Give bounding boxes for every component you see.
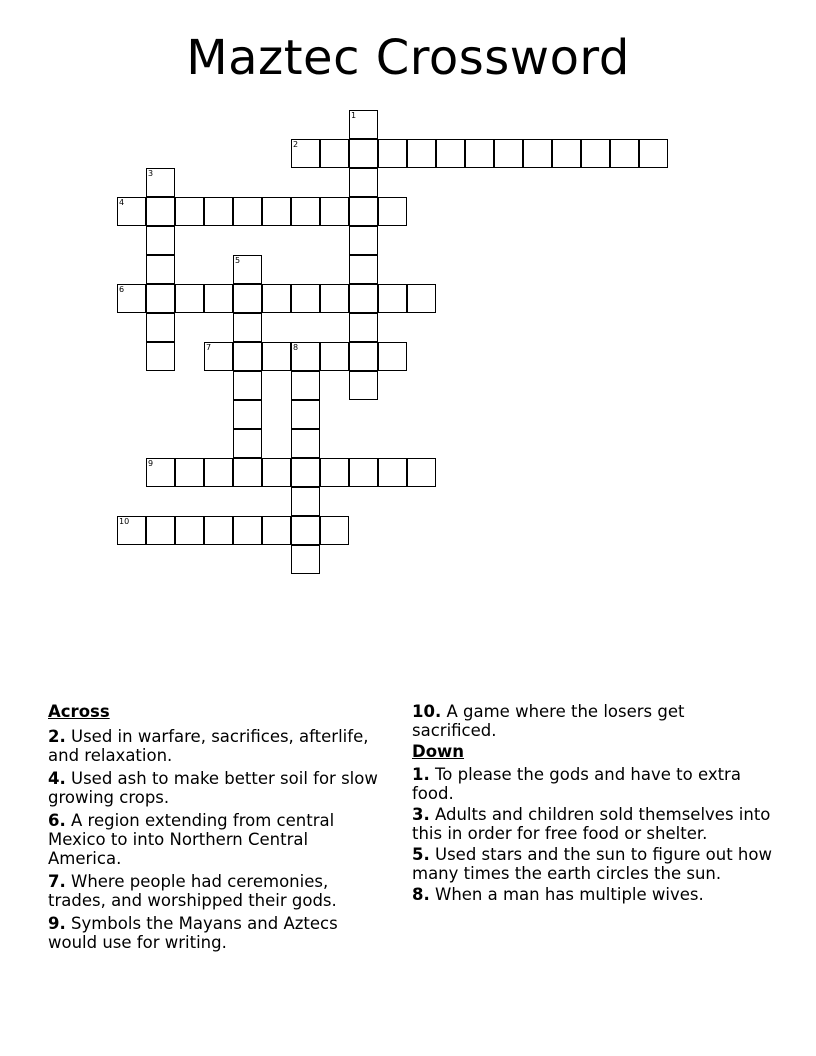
cell-number: 8	[293, 343, 299, 352]
grid-cell[interactable]	[291, 197, 320, 226]
clue-across-9	[48, 914, 378, 952]
grid-cell[interactable]	[581, 139, 610, 168]
grid-cell[interactable]	[117, 284, 146, 313]
grid-cell[interactable]	[407, 458, 436, 487]
grid-cell[interactable]	[349, 255, 378, 284]
grid-cell[interactable]	[291, 487, 320, 516]
clue-down-5	[412, 845, 772, 883]
cell-number: 6	[119, 285, 125, 294]
grid-cell[interactable]	[204, 342, 233, 371]
clue-across-2	[48, 727, 378, 765]
grid-cell[interactable]	[291, 545, 320, 574]
clue-number: 1.	[412, 765, 430, 784]
cell-number: 2	[293, 140, 299, 149]
clues-column-right	[412, 702, 772, 906]
grid-cell[interactable]	[146, 226, 175, 255]
grid-cell[interactable]	[291, 516, 320, 545]
grid-cell[interactable]	[204, 197, 233, 226]
cell-number: 4	[119, 198, 125, 207]
grid-cell[interactable]	[146, 313, 175, 342]
grid-cell[interactable]	[146, 168, 175, 197]
grid-cell[interactable]	[146, 458, 175, 487]
grid-cell[interactable]	[291, 139, 320, 168]
grid-cell[interactable]	[204, 458, 233, 487]
clue-text: A region extending from central Mexico to into Northern Central America.	[48, 811, 335, 868]
grid-cell[interactable]	[320, 139, 349, 168]
clue-text: When a man has multiple wives.	[435, 885, 704, 904]
grid-cell[interactable]	[349, 197, 378, 226]
clue-number: 7.	[48, 872, 66, 891]
grid-cell[interactable]	[349, 168, 378, 197]
cell-number: 9	[148, 459, 154, 468]
grid-cell[interactable]	[407, 284, 436, 313]
clue-text: Adults and children sold themselves into this in order for free food or shelter.	[412, 805, 771, 843]
grid-cell[interactable]	[233, 255, 262, 284]
clue-number: 8.	[412, 885, 430, 904]
grid-cell[interactable]	[175, 284, 204, 313]
clue-down-8	[412, 885, 772, 904]
cell-number: 5	[235, 256, 241, 265]
clue-across-4	[48, 769, 378, 807]
grid-cell[interactable]	[436, 139, 465, 168]
down-heading: Down	[412, 742, 465, 761]
grid-cell[interactable]	[349, 139, 378, 168]
grid-cell[interactable]	[233, 342, 262, 371]
grid-cell[interactable]	[146, 516, 175, 545]
clue-text: A game where the losers get sacrificed.	[412, 702, 685, 740]
grid-cell[interactable]	[233, 371, 262, 400]
grid-cell[interactable]	[291, 284, 320, 313]
grid-cell[interactable]	[349, 110, 378, 139]
grid-cell[interactable]	[175, 458, 204, 487]
grid-cell[interactable]	[117, 197, 146, 226]
grid-cell[interactable]	[552, 139, 581, 168]
grid-cell[interactable]	[175, 197, 204, 226]
grid-cell[interactable]	[204, 284, 233, 313]
grid-cell[interactable]	[349, 284, 378, 313]
clue-text: Used in warfare, sacrifices, afterlife, and relaxation.	[48, 727, 369, 765]
grid-cell[interactable]	[233, 429, 262, 458]
grid-cell[interactable]	[349, 226, 378, 255]
clue-number: 9.	[48, 914, 66, 933]
clue-across-7	[48, 872, 378, 910]
clue-text: Used ash to make better soil for slow growing crops.	[48, 769, 378, 807]
grid-cell[interactable]	[639, 139, 668, 168]
clue-number: 2.	[48, 727, 66, 746]
page-title: Maztec Crossword	[186, 30, 630, 86]
grid-cell[interactable]	[378, 284, 407, 313]
grid-cell[interactable]	[204, 516, 233, 545]
grid-cell[interactable]	[378, 197, 407, 226]
grid-cell[interactable]	[407, 139, 436, 168]
cell-number: 10	[119, 517, 130, 526]
grid-cell[interactable]	[146, 342, 175, 371]
clue-number: 10.	[412, 702, 442, 721]
grid-cell[interactable]	[610, 139, 639, 168]
grid-cell[interactable]	[233, 400, 262, 429]
across-heading: Across	[48, 702, 110, 721]
grid-cell[interactable]	[349, 313, 378, 342]
grid-cell[interactable]	[320, 458, 349, 487]
grid-cell[interactable]	[465, 139, 494, 168]
grid-cell[interactable]	[494, 139, 523, 168]
clue-text: To please the gods and have to extra food.	[412, 765, 741, 803]
grid-cell[interactable]	[262, 197, 291, 226]
grid-cell[interactable]	[523, 139, 552, 168]
grid-cell[interactable]	[117, 516, 146, 545]
clue-text: Symbols the Mayans and Aztecs would use for writing.	[48, 914, 338, 952]
grid-cell[interactable]	[262, 516, 291, 545]
grid-cell[interactable]	[320, 197, 349, 226]
grid-cell[interactable]	[233, 284, 262, 313]
grid-cell[interactable]	[291, 342, 320, 371]
grid-cell[interactable]	[262, 458, 291, 487]
clue-across-6	[48, 811, 378, 868]
grid-cell[interactable]	[378, 139, 407, 168]
clues-column-left	[48, 702, 378, 956]
cell-number: 1	[351, 111, 357, 120]
grid-cell[interactable]	[349, 342, 378, 371]
clue-text: Used stars and the sun to figure out how many times the earth circles the sun.	[412, 845, 772, 883]
clue-number: 4.	[48, 769, 66, 788]
grid-cell[interactable]	[349, 371, 378, 400]
grid-cell[interactable]	[291, 400, 320, 429]
grid-cell[interactable]	[349, 458, 378, 487]
grid-cell[interactable]	[320, 342, 349, 371]
grid-cell[interactable]	[378, 458, 407, 487]
grid-cell[interactable]	[146, 255, 175, 284]
cell-number: 3	[148, 169, 154, 178]
grid-cell[interactable]	[378, 342, 407, 371]
grid-cell[interactable]	[146, 197, 175, 226]
grid-cell[interactable]	[320, 284, 349, 313]
clue-down-3	[412, 805, 772, 843]
grid-cell[interactable]	[233, 458, 262, 487]
grid-cell[interactable]	[291, 458, 320, 487]
grid-cell[interactable]	[233, 197, 262, 226]
clue-down-1	[412, 765, 772, 803]
grid-cell[interactable]	[175, 516, 204, 545]
grid-cell[interactable]	[291, 371, 320, 400]
cell-number: 7	[206, 343, 212, 352]
grid-cell[interactable]	[320, 516, 349, 545]
grid-cell[interactable]	[291, 429, 320, 458]
clue-number: 5.	[412, 845, 430, 864]
clue-across-10	[412, 702, 772, 740]
grid-cell[interactable]	[146, 284, 175, 313]
clue-number: 6.	[48, 811, 66, 830]
grid-cell[interactable]	[233, 313, 262, 342]
grid-cell[interactable]	[262, 342, 291, 371]
clue-text: Where people had ceremonies, trades, and worshipped their gods.	[48, 872, 337, 910]
grid-cell[interactable]	[233, 516, 262, 545]
grid-cell[interactable]	[262, 284, 291, 313]
clue-number: 3.	[412, 805, 430, 824]
